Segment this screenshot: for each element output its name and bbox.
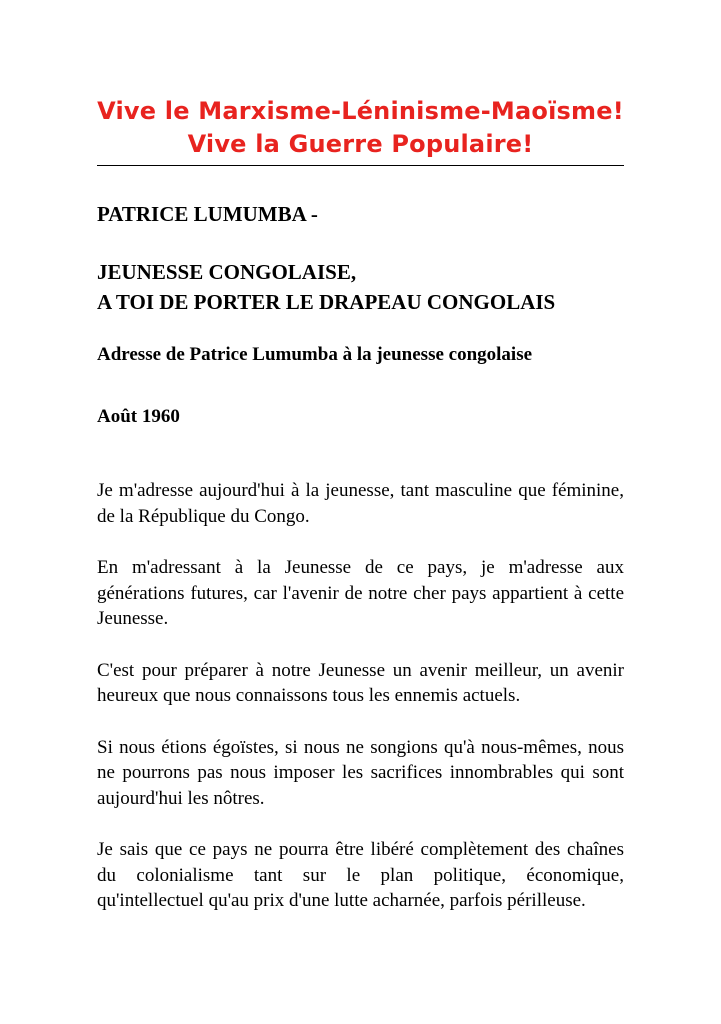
document-date: Août 1960 — [97, 406, 180, 427]
paragraph: C'est pour préparer à notre Jeunesse un avenir meilleur, un avenir heureux que nous connaissons tous les ennemis actuels. — [97, 659, 624, 706]
paragraph: Je m'adresse aujourd'hui à la jeunesse, tant masculine que féminine, de la République du Congo. — [97, 480, 624, 527]
paragraph: En m'adressant à la Jeunesse de ce pays, je m'adresse aux générations futures, car l'avenir de notre cher pays appartient à cette Jeunesse. — [97, 557, 624, 629]
document-body — [97, 478, 624, 940]
document-subtitle: Adresse de Patrice Lumumba à la jeunesse congolaise — [97, 344, 533, 365]
paragraph: Si nous étions égoïstes, si nous ne songions qu'à nous-mêmes, nous ne pourrons pas nous imposer les sacrifices innombrables qui sont aujourd'hui les nôtres. — [97, 736, 624, 809]
header-divider — [97, 165, 624, 166]
slogan-line-2: Vive la Guerre Populaire! — [187, 130, 534, 158]
title-line-1: JEUNESSE CONGOLAISE, — [97, 260, 357, 284]
slogan-banner — [97, 95, 624, 161]
document-title — [97, 257, 637, 317]
title-line-2: A TOI DE PORTER LE DRAPEAU CONGOLAIS — [97, 290, 556, 314]
author-heading: PATRICE LUMUMBA - — [97, 202, 318, 226]
slogan-line-1: Vive le Marxisme-Léninisme-Maoïsme! — [97, 97, 624, 125]
paragraph: Je sais que ce pays ne pourra être libéré complètement des chaînes du colonialisme tant sur le plan politique, économique, qu'intellectuel qu'au prix d'une lutte acharnée, parfois périlleuse. — [97, 839, 624, 911]
